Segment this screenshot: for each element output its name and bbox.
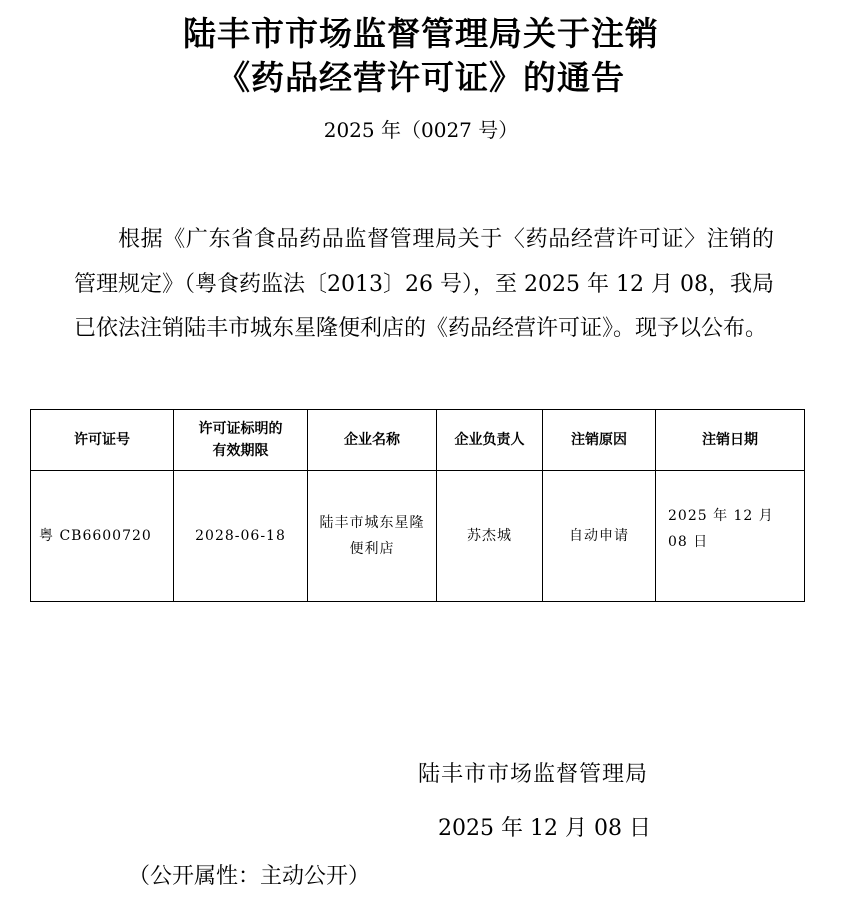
cell-valid-until: 2028-06-18: [174, 471, 308, 602]
header-reason: 注销原因: [543, 410, 656, 471]
cell-reason: 自动申请: [543, 471, 656, 602]
header-date: 注销日期: [656, 410, 805, 471]
cell-person: 苏杰城: [437, 471, 543, 602]
notice-title-line1: 陆丰市市场监督管理局关于注销: [183, 14, 659, 53]
table-header-row: [31, 410, 805, 471]
license-table: [30, 409, 805, 602]
cell-company: 陆丰市城东星隆便利店: [308, 471, 437, 602]
header-license-no: 许可证号: [31, 410, 174, 471]
document-number: 2025 年（0027 号）: [323, 118, 519, 142]
cell-license-no: 粤 CB6600720: [31, 471, 174, 602]
signature-date: 2025 年 12 月 08 日: [438, 816, 651, 841]
notice-title-line2: 《药品经营许可证》的通告: [217, 58, 625, 97]
signature-organization: 陆丰市市场监督管理局: [418, 762, 649, 787]
notice-body: 根据《广东省食品药品监督管理局关于〈药品经营许可证〉注销的管理规定》（粤食药监法〔2013〕26 号），至 2025 年 12 月 08，我局已依法注销陆丰市城东星隆便利店的《药品经营许可证》。现予以公布。: [74, 227, 774, 341]
cell-date: 2025 年 12 月 08 日: [656, 471, 805, 602]
disclosure-attribute: （公开属性：主动公开）: [128, 864, 371, 889]
table-row: [31, 471, 805, 602]
header-company: 企业名称: [308, 410, 437, 471]
header-valid-until: 许可证标明的有效期限: [174, 410, 308, 471]
header-person: 企业负责人: [437, 410, 543, 471]
